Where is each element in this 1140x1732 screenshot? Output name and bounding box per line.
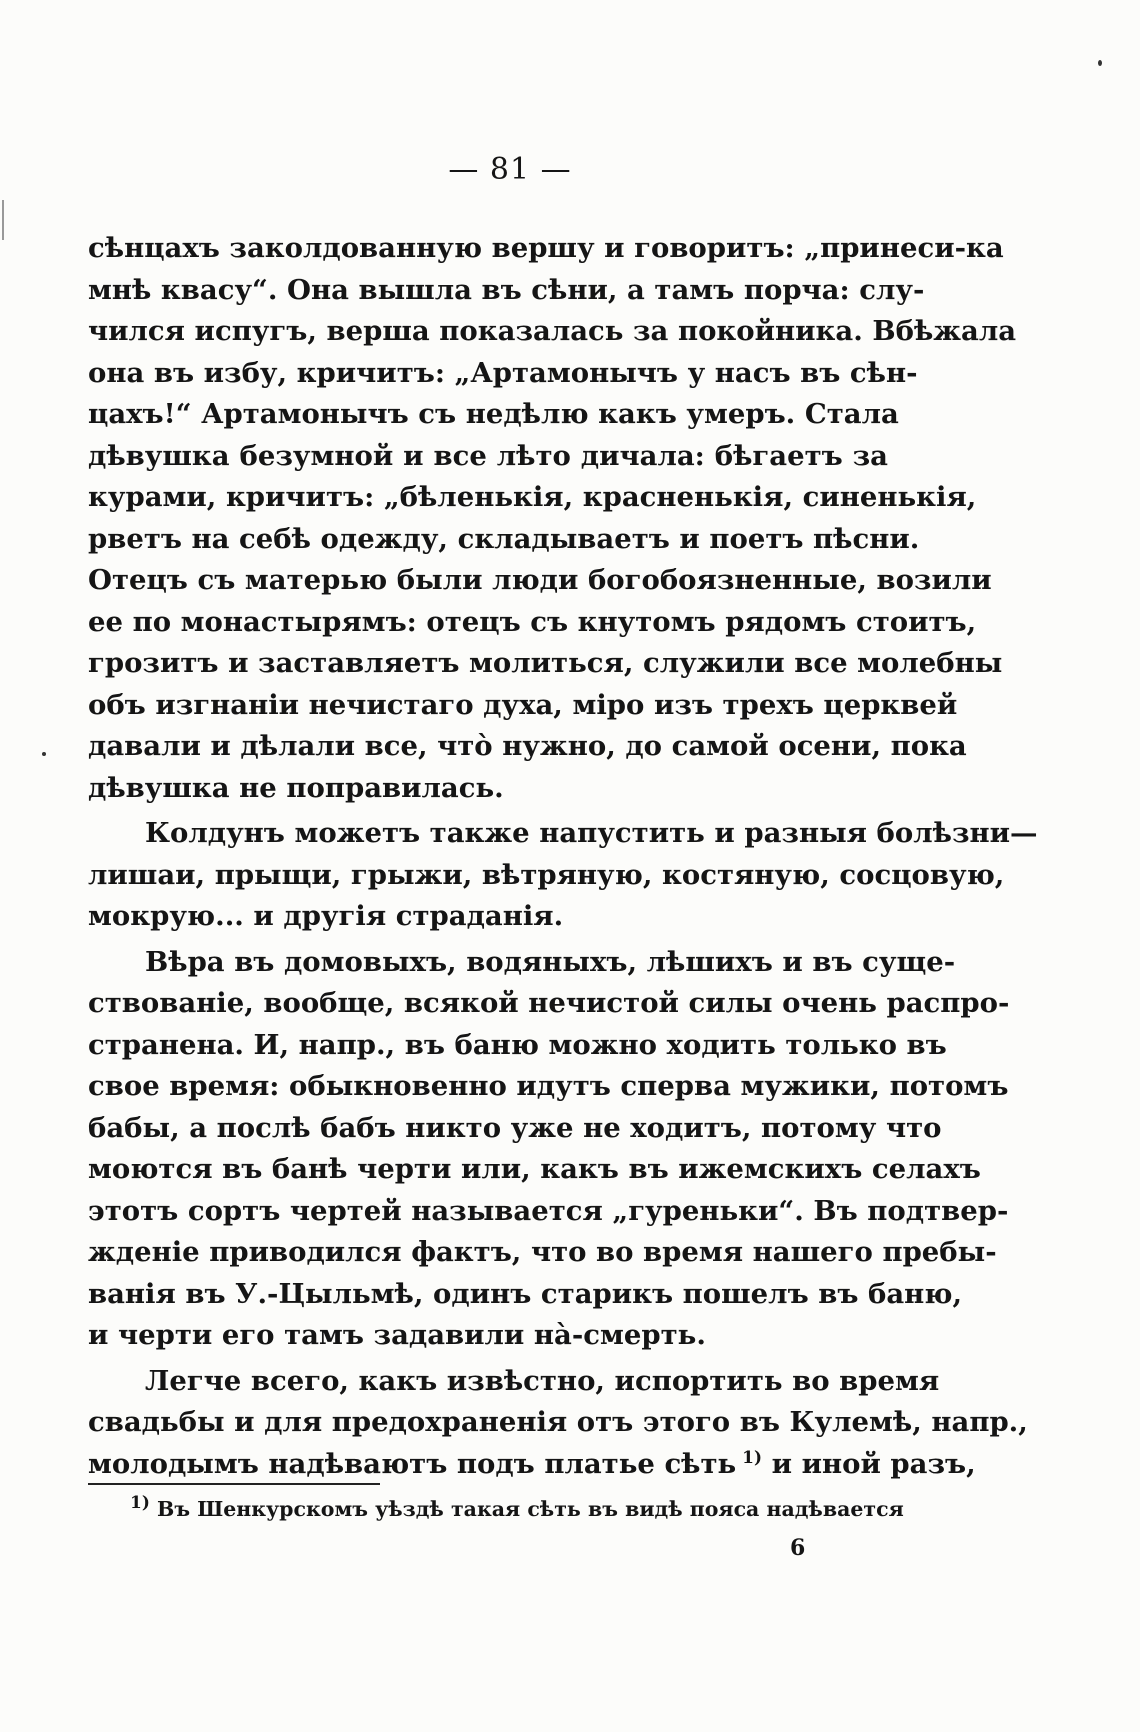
footnote-rule xyxy=(88,1483,380,1485)
text-line-content: Легче всего, какъ извѣстно, испортить во время xyxy=(145,1364,940,1397)
text-line-content: этотъ сортъ чертей называется „гуреньки“. Въ подтвер- xyxy=(88,1194,1009,1227)
text-line xyxy=(88,602,977,644)
text-line xyxy=(88,1444,976,1486)
text-line xyxy=(88,1108,942,1150)
text-line xyxy=(88,855,1005,897)
page-number: — 81 — xyxy=(448,152,572,187)
text-line-content: давали и дѣлали все, что̀ нужно, до самой осени, пока xyxy=(88,730,967,762)
footnote xyxy=(130,1493,904,1524)
text-line-content: Отецъ съ матерью были люди богобоязненные, возили xyxy=(88,564,992,596)
text-line-content: цахъ!“ Артамонычъ съ недѣлю какъ умеръ. Стала xyxy=(88,398,899,430)
text-line xyxy=(88,726,967,768)
body-text xyxy=(88,228,1038,1485)
text-line-content: и черти его тамъ задавили на̀-смерть. xyxy=(88,1319,706,1351)
text-line-content: грозитъ и заставляетъ молиться, служили все молебны xyxy=(88,647,1003,679)
text-line xyxy=(88,896,888,938)
text-line-content: сѣнцахъ заколдованную вершу и говоритъ: „принеси-ка xyxy=(88,232,1004,264)
scan-speck xyxy=(1098,60,1102,66)
footnote-marker: 1) xyxy=(130,1493,150,1514)
text-line xyxy=(88,768,888,810)
text-line-content: чился испугъ, верша показалась за покойника. Вбѣжала xyxy=(88,315,1017,347)
text-line-content: странена. И, напр., въ баню можно ходить только въ xyxy=(88,1028,947,1061)
scan-speck xyxy=(42,752,46,756)
text-line-content: ствованіе, вообще, всякой нечистой силы очень распро- xyxy=(88,987,1010,1019)
text-line xyxy=(88,685,958,727)
text-line-content: моются въ банѣ черти или, какъ въ ижемскихъ селахъ xyxy=(88,1153,981,1185)
text-line-content: жденіе приводился фактъ, что во время нашего пребы- xyxy=(88,1236,997,1268)
text-line-tail: и иной разъ, xyxy=(762,1447,976,1480)
text-line xyxy=(88,1191,1009,1233)
footnote-text: Въ Шенкурскомъ уѣздѣ такая сѣть въ видѣ пояса надѣвается xyxy=(149,1497,904,1521)
text-line-content: лишаи, прыщи, грыжи, вѣтряную, костяную, сосцовую, xyxy=(88,858,1005,891)
text-line xyxy=(88,1315,888,1357)
signature-mark: 6 xyxy=(790,1535,806,1561)
text-line xyxy=(88,813,1038,855)
scan-speck xyxy=(2,200,4,240)
text-line xyxy=(88,270,925,312)
text-line-content: Колдунъ можетъ также напустить и разныя болѣзни— xyxy=(145,817,1038,849)
text-line-content: объ изгнаніи нечистаго духа, міро изъ трехъ церквей xyxy=(88,688,958,721)
footnote-reference: 1) xyxy=(736,1447,763,1468)
text-line xyxy=(88,983,1010,1025)
text-line-content: мокрую... и другія страданія. xyxy=(88,900,564,932)
text-line xyxy=(88,311,1017,353)
text-line-content: дѣвушка не поправилась. xyxy=(88,771,504,804)
text-line xyxy=(88,1402,1028,1444)
text-line xyxy=(88,1066,1009,1108)
text-line xyxy=(88,477,977,519)
text-line xyxy=(88,942,956,984)
text-line-content: курами, кричитъ: „бѣленькія, красненькія, синенькія, xyxy=(88,481,977,513)
text-line xyxy=(88,1232,997,1274)
text-line-content: мнѣ квасу“. Она вышла въ сѣни, а тамъ порча: слу- xyxy=(88,273,925,306)
text-line xyxy=(88,436,888,478)
text-line-content: молодымъ надѣваютъ подъ платье сѣть xyxy=(88,1447,737,1480)
text-line-content: рветъ на себѣ одежду, складываетъ и поетъ пѣсни. xyxy=(88,522,920,555)
text-line xyxy=(88,519,920,561)
text-line-content: свадьбы и для предохраненія отъ этого въ Кулемѣ, напр., xyxy=(88,1406,1028,1438)
text-line-content: бабы, а послѣ бабъ никто уже не ходитъ, потому что xyxy=(88,1111,942,1144)
text-line xyxy=(88,394,899,436)
text-line-content: дѣвушка безумной и все лѣто дичала: бѣгаетъ за xyxy=(88,439,888,472)
text-line xyxy=(88,228,1004,270)
text-line xyxy=(88,1361,940,1403)
text-line xyxy=(88,1025,947,1067)
text-line xyxy=(88,1149,981,1191)
text-line-content: Вѣра въ домовыхъ, водяныхъ, лѣшихъ и въ суще- xyxy=(145,945,956,978)
text-line-content: свое время: обыкновенно идутъ сперва мужики, потомъ xyxy=(88,1070,1009,1102)
text-line xyxy=(88,1274,963,1316)
text-line xyxy=(88,560,992,602)
text-line xyxy=(88,353,918,395)
text-line xyxy=(88,643,1003,685)
text-line-content: ее по монастырямъ: отецъ съ кнутомъ рядомъ стоитъ, xyxy=(88,605,977,638)
text-line-content: она въ избу, кричитъ: „Артамонычъ у насъ въ сѣн- xyxy=(88,356,918,389)
text-line-content: ванія въ У.-Цыльмѣ, одинъ старикъ пошелъ въ баню, xyxy=(88,1277,963,1310)
